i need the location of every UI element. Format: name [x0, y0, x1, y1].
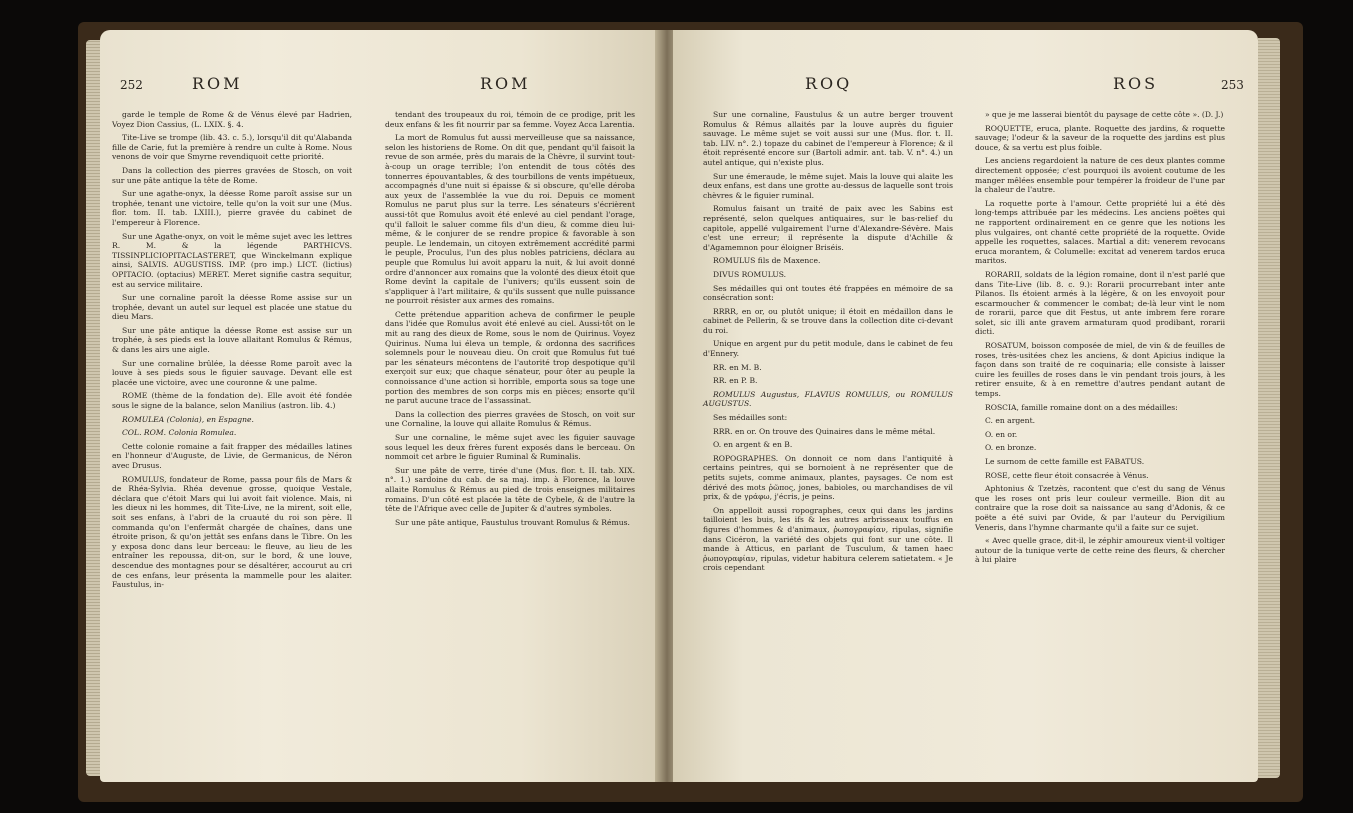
right-header-left: ROQ — [805, 74, 853, 93]
left-column-2 — [385, 110, 635, 531]
right-page — [673, 30, 1258, 782]
paragraph: « Avec quelle grace, dit-il, le zéphir amoureux vient-il voltiger autour de la tunique verte de cette reine des fleurs, & chercher à lui plaire — [975, 536, 1225, 565]
paragraph: RR. en P. B. — [713, 376, 758, 386]
paragraph: O. en or. — [985, 429, 1018, 439]
page-edges-right — [1258, 38, 1280, 778]
paragraph: On appelloit aussi ropographes, ceux qui dans les jardins tailloient les buis, les ifs & les autres arbrisseaux touffus en figures d'hommes & d'animaux, ῥωπογραφίαν, ripulas, signifie dans Cicéron, la variété des objets qui font sur une côte. Il mande à Atticus, en parlant de Tusculum, & tamen haec ῥωπογραφίαν, ripulas, videtur habitura celerem satietatem. « Je crois cependant — [703, 505, 953, 573]
paragraph: La mort de Romulus fut aussi merveilleuse que sa naissance, selon les historiens de Rome. On dit que, pendant qu'il faisoit la revue de son armée, près du marais de la Chèvre, il survint tout-à-coup un orage terrible; l'on entendit de tous côtés des tonnerres épouvantables, & des tourbillons de vents impétueux, accompagnés d'une nuit si épaisse & si obscure, qu'elle déroba aux yeux de l'assemblée la vue du roi. Depuis ce moment Romulus ne parut plus sur la terre. Les sénateurs s'écrièrent aussi-tôt que Romulus avoit été enlevé au ciel pendant l'orage, qu'il falloit le saluer comme fils d'un dieu, & comme dieu lui-même, & le conjurer de se rendre propice & favorable à son peuple. Le lendemain, un citoyen extrêmement accrédité parmi le peuple, Proculus, l'un des plus nobles patriciens, déclara au peuple que Romulus lui avoit apparu la nuit, & lui avoit donné ordre d'annoncer aux romains que la volonté des dieux étoit que Rome devînt la capitale de l'univers; qu'ils eussent soin de s'appliquer à l'art militaire, & qu'ils sussent que nulle puissance ne pourroit résister aux armes des romains. — [385, 133, 635, 306]
left-page-number: 252 — [120, 78, 143, 92]
paragraph: Ses médailles sont: — [713, 413, 788, 423]
paragraph: Sur une cornaline paroît la déesse Rome assise sur un trophée, devant un autel sur lequel est placée une statue du dieu Mars. — [112, 293, 352, 322]
paragraph: Tite-Live se trompe (lib. 43. c. 5.), lorsqu'il dit qu'Alabanda fille de Carie, fut la première à rendre un culte à Rome. Nous venons de voir que Smyrne revendiquoit cette priorité. — [112, 133, 352, 162]
paragraph: ROSATUM, boisson composée de miel, de vin & de feuilles de roses, très-usitées chez les anciens, & dont Apicius indique la façon dans son traité de re coquinaria; elle consiste à laisser cuire les feuilles de roses dans le vin pendant trois jours, à les retirer ensuite, & à en remettre d'autres pendant autant de temps. — [975, 341, 1225, 399]
paragraph: ROSCIA, famille romaine dont on a des médailles: — [985, 402, 1178, 412]
entry-heading: DIVUS ROMULUS. — [713, 269, 787, 279]
entry-heading: COL. ROM. Colonia Romulea. — [122, 428, 237, 438]
paragraph: Sur une agathe-onyx, la déesse Rome paroît assise sur un trophée, tenant une victoire, telle qu'on la voit sur une (Mus. flor. tom. II. tab. LXIII.), pierre gravée du cabinet de l'empereur à Florence. — [112, 189, 352, 227]
paragraph: Cette prétendue apparition acheva de confirmer le peuple dans l'idée que Romulus avoit été enlevé au ciel. Aussi-tôt on le mit au rang des dieux de Rome, sous le nom de Quirinus. Voyez Quirinus. Numa lui éleva un temple, & ordonna des sacrifices solemnels pour le nouveau dieu. On croit que Romulus fut tué par les sénateurs mécontens de l'autorité trop despotique qu'il exerçoit sur eux; que chaque sénateur, pour ôter au peuple la connoissance d'une action si horrible, emporta sous sa toge une portion des membres de son corps mis en pièces; ensorte qu'il ne parut aucune trace de l'assassinat. — [385, 309, 635, 406]
paragraph: Sur une pâte antique la déesse Rome est assise sur un trophée, à ses pieds est la louve allaitant Romulus & Rémus, & dans les airs une aigle. — [112, 325, 352, 355]
paragraph: O. en bronze. — [985, 443, 1037, 453]
right-header-right: ROS — [1113, 74, 1159, 93]
paragraph: RORARII, soldats de la légion romaine, dont il n'est parlé que dans Tite-Live (lib. 8. c. 9.): Rorarii procurrebant inter ante Pilanos. Ils étoient armés à la légère, & on les envoyoit pour escarmoucher & commencer le combat; de-là leur vint le nom de rorarii, parce que dit Festus, ut ante imbrem fere rorare solet, sic illi ante gravem armaturam quod prodibant, rorarii dicti. — [975, 269, 1225, 337]
right-page-number: 253 — [1221, 78, 1244, 92]
paragraph: ROME (thème de la fondation de). Elle avoit été fondée sous le signe de la balance, selon Manilius (astron. lib. 4.) — [112, 391, 352, 411]
paragraph: C. en argent. — [985, 416, 1036, 426]
paragraph: Dans la collection des pierres gravées de Stosch, on voit sur une pâte antique la tête de Rome. — [112, 165, 352, 185]
paragraph: ROMULUS, fondateur de Rome, passa pour fils de Mars & de Rhéa-Sylvia. Rhéa devenue grosse, quoique Vestale, déclara que c'étoit Mars qui lui avoit fait violence. Mais, ni les dieux ni les hommes, dit Tite-Live, ne la mirent, soit elle, soit ses enfans, à l'abri de la cruauté du roi son père. Il commanda qu'on l'enfermât chargée de chaînes, dans une étroite prison, & qu'on jettât ses enfans dans le Tibre. On les y exposa donc dans leur berceau: le fleuve, au lieu de les entraîner les repoussa, dit-on, sur le bord, & une louve, descendue des montagnes pour se désaltérer, accourut au cri de ces enfans, leur présenta la mammelle pour les alaiter. Faustulus, in- — [112, 474, 352, 590]
paragraph: RR. en M. B. — [713, 362, 762, 372]
right-column-1 — [703, 110, 953, 577]
left-header-left: ROM — [192, 74, 243, 93]
paragraph: Sur une cornaline, le même sujet avec les figuier sauvage sous lequel les deux frères furent exposés dans le berceau. On nommoit cet arbre le figuier Ruminal & Ruminalis. — [385, 433, 635, 462]
paragraph: La roquette porte à l'amour. Cette propriété lui a été dès long-temps attribuée par les médecins. Les anciens poëtes qui ne rapportent ordinairement en ce genre que les notions les plus vulgaires, ont chanté cette propriété de la roquette. Ovide appelle les roquettes, salaces. Martial a dit: venerem revocans eruca morantem, & Columelle: excitat ad venerem tardos eruca maritos. — [975, 198, 1225, 266]
paragraph: garde le temple de Rome & de Vénus élevé par Hadrien, Voyez Dion Cassius, (L. LXIX. §. 4. — [112, 110, 352, 129]
paragraph: ROSE, cette fleur étoit consacrée à Vénus. — [985, 470, 1149, 480]
paragraph: Aphtonius & Tzetzès, racontent que c'est du sang de Vénus que les roses ont pris leur couleur vermeille. Bion dit au contraire que la rose doit sa naissance au sang d'Adonis, & ce poëte a été suivi par Ovide, & par l'auteur du Pervigilium Veneris, dans l'hymne charmante qu'il a faite sur ce sujet. — [975, 484, 1225, 532]
entry-heading: ROMULEA (Colonia), en Espagne. — [122, 414, 254, 424]
paragraph: RRR. en or. On trouve des Quinaires dans le même métal. — [713, 426, 936, 436]
paragraph: ROPOGRAPHES. On donnoit ce nom dans l'antiquité à certains peintres, qui se bornoient à ne représenter que de petits sujets, comme animaux, plantes, paysages. Ce nom est dérivé des mots ῥῶπος, jones, babioles, ou marchandises de vil prix, & de γράφω, j'écris, je peins. — [703, 453, 953, 502]
paragraph: Dans la collection des pierres gravées de Stosch, on voit sur une Cornaline, la louve qui allaite Romulus & Rémus. — [385, 409, 635, 429]
paragraph: Sur une pâte antique, Faustulus trouvant Romulus & Rémus. — [395, 517, 630, 527]
left-header-right: ROM — [480, 74, 531, 93]
paragraph: » que je me lasserai bientôt du paysage de cette côte ». (D. J.) — [985, 110, 1224, 119]
paragraph: Le surnom de cette famille est FABATUS. — [985, 457, 1145, 466]
paragraph: O. en argent & en B. — [713, 440, 793, 450]
entry-heading: ROMULUS Augustus, FLAVIUS ROMULUS, ou ROMULUS AUGUSTUS. — [703, 389, 953, 409]
paragraph: Sur une émeraude, le même sujet. Mais la louve qui alaite les deux enfans, est dans une grotte au-dessus de laquelle sont trois chèvres & le figuier ruminal. — [703, 171, 953, 200]
paragraph: Sur une cornaline brûlée, la déesse Rome paroît avec la louve à ses pieds sous le figuier sauvage. Devant elle est placée une victoire, avec une couronne & une palme. — [112, 358, 352, 387]
paragraph: Romulus faisant un traité de paix avec les Sabins est représenté, selon quelques antiquaires, sur le bas-relief du capitole, appellé vulgairement l'urne d'Alexandre-Sévère. Mais c'est une erreur; il représente la dispute d'Achille & d'Agamemnon pour éloigner Briséis. — [703, 204, 953, 252]
paragraph: Cette colonie romaine a fait frapper des médailles latines en l'honneur d'Auguste, de Livie, de Germanicus, de Néron avec Drusus. — [112, 441, 352, 470]
paragraph: RRRR, en or, ou plutôt unique; il étoit en médaillon dans le cabinet de Pellerin, & se trouve dans la collection dite ci-devant du roi. — [703, 306, 953, 335]
paragraph: Unique en argent pur du petit module, dans le cabinet de feu d'Ennery. — [703, 339, 953, 359]
entry-heading: ROMULUS fils de Maxence. — [713, 256, 821, 266]
right-column-2 — [975, 110, 1225, 569]
paragraph: Sur une cornaline, Faustulus & un autre berger trouvent Romulus & Rémus allaités par la louve auprès du figuier sauvage. Le même sujet se voit aussi sur une (Mus. flor. t. II. tab. LIV. n°. 2.) topaze du cabinet de l'empereur à Florence; & il étoit représenté encore sur (Bartoli admir. ant. tab. V. n°. 4.) un autel antique, qui n'existe plus. — [703, 110, 953, 167]
paragraph: tendant des troupeaux du roi, témoin de ce prodige, prit les deux enfans & les fit nourrir par sa femme. Voyez Acca Larentia. — [385, 110, 635, 129]
left-page — [100, 30, 660, 782]
paragraph: Les anciens regardoient la nature de ces deux plantes comme directement opposée; c'est pourquoi ils avoient coutume de les manger mêlées ensemble pour tempérer la froideur de l'une par la chaleur de l'autre. — [975, 156, 1225, 195]
paragraph: ROQUETTE, eruca, plante. Roquette des jardins, & roquette sauvage; l'odeur & la saveur de la roquette des jardins est plus douce, & sa vertu est plus foible. — [975, 123, 1225, 152]
paragraph: Ses médailles qui ont toutes été frappées en mémoire de sa consécration sont: — [703, 283, 953, 303]
paragraph: Sur une pâte de verre, tirée d'une (Mus. flor. t. II. tab. XIX. n°. 1.) sardoine du cab. de sa maj. imp. à Florence, la louve allaite Romulus & Rémus au pied de trois enseignes militaires romains. D'un côté est placée la tête de Cybele, & de l'autre la tête de l'Afrique avec celle de Jupiter & d'autres symboles. — [385, 465, 635, 514]
paragraph: Sur une Agathe-onyx, on voit le même sujet avec les lettres R. M. & la légende PARTHICVS. TISSINPLICIOPITACLASTERET, que Winckelmann explique ainsi, SALVIS. AUGUSTISS. IMP. (pro imp.) LICT. (lictius) OPITACIO. (optacius) MERET. Meret signifie castra sequitur, est au service militaire. — [112, 231, 352, 289]
left-column-1 — [112, 110, 352, 594]
